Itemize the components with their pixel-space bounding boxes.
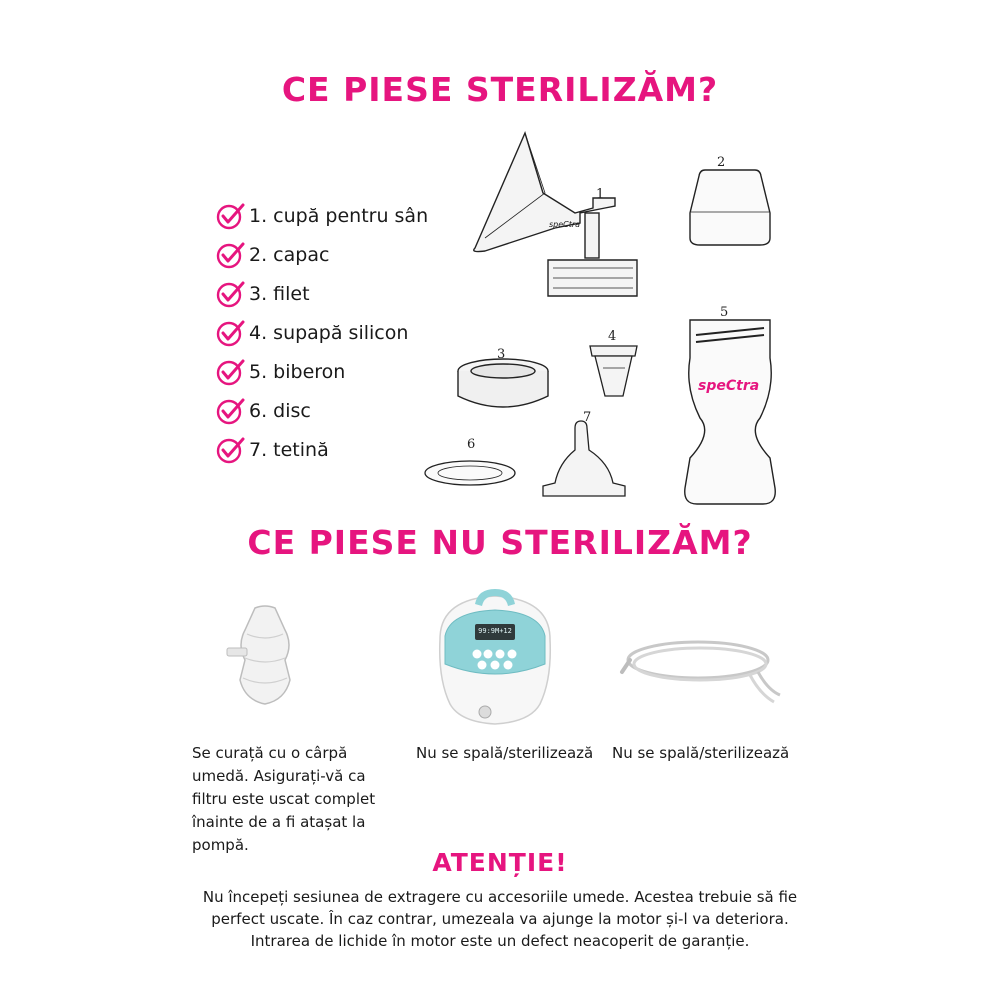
- list-item: [216, 391, 428, 430]
- check-circle-icon: [216, 435, 246, 465]
- brand-logo-small: speCtra: [549, 220, 581, 229]
- part-number-6: 6: [467, 437, 476, 452]
- breast-shield-illustration: [474, 133, 637, 296]
- list-item: [216, 430, 428, 469]
- pump-display-readout: 99:9M+12: [478, 627, 512, 635]
- bottle-illustration: [685, 320, 776, 504]
- section-title-not-sterilize: CE PIESE NU STERILIZĂM?: [247, 523, 753, 562]
- nipple-illustration: [543, 421, 625, 496]
- part-number-1: 1: [596, 187, 605, 202]
- section-title-sterilize: CE PIESE STERILIZĂM?: [281, 70, 719, 109]
- check-circle-icon: [216, 201, 246, 231]
- list-item: [216, 274, 428, 313]
- list-item: [216, 235, 428, 274]
- collar-illustration: [458, 359, 548, 407]
- attention-line: perfect uscate. În caz contrar, umezeala va ajunge la motor și-l va deteriora.: [211, 910, 789, 928]
- parts-diagram: [415, 128, 800, 518]
- list-item-label: 4. supapă silicon: [249, 321, 409, 344]
- sterilize-checklist: [216, 196, 428, 469]
- list-item: [216, 196, 428, 235]
- list-item-label: 6. disc: [249, 399, 311, 422]
- list-item: [216, 352, 428, 391]
- part-number-3: 3: [497, 347, 506, 362]
- part-number-4: 4: [608, 329, 617, 344]
- check-circle-icon: [216, 357, 246, 387]
- pump-caption: Nu se spală/sterilizează: [416, 744, 594, 762]
- section-title-attention: ATENȚIE!: [432, 848, 568, 877]
- list-item-label: 3. filet: [249, 282, 310, 305]
- check-circle-icon: [216, 279, 246, 309]
- attention-paragraph: [150, 886, 850, 952]
- list-item-label: 1. cupă pentru sân: [249, 204, 429, 227]
- check-circle-icon: [216, 396, 246, 426]
- part-number-7: 7: [583, 410, 592, 425]
- cap-illustration: [690, 170, 770, 245]
- list-item-label: 2. capac: [249, 243, 330, 266]
- disc-illustration: [425, 461, 515, 485]
- tubing-illustration: [618, 620, 788, 710]
- list-item-label: 5. biberon: [249, 360, 346, 383]
- breast-pump-device-illustration: [420, 584, 570, 734]
- brand-logo: speCtra: [698, 378, 760, 394]
- filter-caption: Se curață cu o cârpă umedă. Asigurați-vă ca filtru este uscat complet înainte de a fi atașat la pompă.: [192, 744, 376, 854]
- valve-illustration: [590, 346, 637, 396]
- part-number-2: 2: [717, 155, 726, 170]
- attention-line: Intrarea de lichide în motor este un defect neacoperit de garanție.: [250, 932, 750, 950]
- tubing-caption: Nu se spală/sterilizează: [612, 744, 790, 762]
- list-item-label: 7. tetină: [249, 438, 329, 461]
- list-item: [216, 313, 428, 352]
- backflow-filter-illustration: [225, 600, 305, 710]
- check-circle-icon: [216, 318, 246, 348]
- attention-line: Nu începeți sesiunea de extragere cu accesoriile umede. Acestea trebuie să fie: [202, 888, 798, 906]
- check-circle-icon: [216, 240, 246, 270]
- part-number-5: 5: [720, 305, 729, 320]
